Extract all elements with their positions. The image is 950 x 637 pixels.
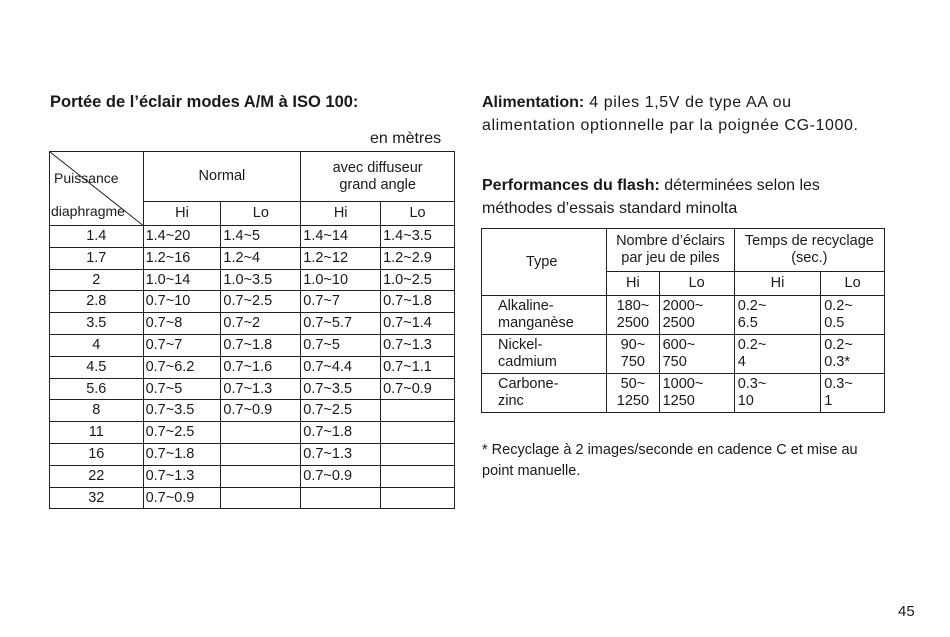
diffuser-lo-cell: 1.4~3.5 bbox=[381, 226, 455, 248]
normal-hi-cell: 1.2~16 bbox=[143, 247, 221, 269]
range-row bbox=[50, 465, 455, 487]
aperture-cell: 4.5 bbox=[50, 356, 144, 378]
aperture-cell: 3.5 bbox=[50, 313, 144, 335]
performance-row bbox=[482, 335, 885, 374]
normal-lo-header: Lo bbox=[221, 202, 301, 226]
recycling-footnote: * Recyclage à 2 images/seconde en cadence C et mise au point manuelle. bbox=[482, 442, 858, 480]
range-row bbox=[50, 487, 455, 509]
range-row bbox=[50, 400, 455, 422]
range-row bbox=[50, 269, 455, 291]
diffuser-hi-cell: 0.7~5 bbox=[301, 334, 381, 356]
diffuser-lo-header: Lo bbox=[381, 202, 455, 226]
flashes-hi-cell: 180~ 2500 bbox=[607, 296, 659, 335]
diffuser-hi-cell: 0.7~1.3 bbox=[301, 443, 381, 465]
normal-hi-cell: 0.7~1.8 bbox=[143, 443, 221, 465]
normal-hi-cell: 0.7~8 bbox=[143, 313, 221, 335]
range-row bbox=[50, 356, 455, 378]
type-header: Type bbox=[482, 229, 607, 296]
flashes-hi-cell: 50~ 1250 bbox=[607, 374, 659, 413]
recycle-hi-cell: 0.2~ 6.5 bbox=[734, 296, 821, 335]
aperture-cell: 1.4 bbox=[50, 226, 144, 248]
flashes-hi-cell: 90~ 750 bbox=[607, 335, 659, 374]
recycle-lo-cell: 0.3~ 1 bbox=[821, 374, 885, 413]
normal-hi-cell: 0.7~1.3 bbox=[143, 465, 221, 487]
normal-lo-cell: 1.2~4 bbox=[221, 247, 301, 269]
performance-text: déterminées selon les méthodes d’essais standard minolta bbox=[482, 177, 820, 218]
recycle-hi-header: Hi bbox=[734, 272, 821, 296]
flashes-lo-header: Lo bbox=[659, 272, 734, 296]
recycle-hi-cell: 0.3~ 10 bbox=[734, 374, 821, 413]
recycle-lo-cell: 0.2~ 0.3* bbox=[821, 335, 885, 374]
diffuser-hi-cell: 0.7~0.9 bbox=[301, 465, 381, 487]
power-supply-label: Alimentation: bbox=[482, 94, 585, 111]
diffuser-hi-cell: 0.7~3.5 bbox=[301, 378, 381, 400]
flashes-lo-cell: 600~ 750 bbox=[659, 335, 734, 374]
range-row bbox=[50, 422, 455, 444]
power-supply-paragraph bbox=[482, 91, 888, 137]
normal-hi-cell: 0.7~5 bbox=[143, 378, 221, 400]
normal-hi-cell: 0.7~7 bbox=[143, 334, 221, 356]
aperture-cell: 2.8 bbox=[50, 291, 144, 313]
aperture-cell: 32 bbox=[50, 487, 144, 509]
range-row bbox=[50, 378, 455, 400]
performance-row bbox=[482, 296, 885, 335]
flashes-lo-cell: 1000~ 1250 bbox=[659, 374, 734, 413]
recycle-lo-cell: 0.2~ 0.5 bbox=[821, 296, 885, 335]
normal-lo-cell: 0.7~1.6 bbox=[221, 356, 301, 378]
diffuser-hi-cell: 0.7~4.4 bbox=[301, 356, 381, 378]
diffuser-hi-cell: 1.0~10 bbox=[301, 269, 381, 291]
normal-hi-cell: 0.7~2.5 bbox=[143, 422, 221, 444]
range-row bbox=[50, 226, 455, 248]
aperture-cell: 4 bbox=[50, 334, 144, 356]
range-row bbox=[50, 291, 455, 313]
flash-range-table bbox=[49, 151, 455, 509]
performance-paragraph bbox=[482, 174, 888, 220]
diffuser-lo-cell bbox=[381, 465, 455, 487]
normal-hi-cell: 0.7~6.2 bbox=[143, 356, 221, 378]
diffuser-hi-cell: 0.7~1.8 bbox=[301, 422, 381, 444]
range-table-body bbox=[50, 226, 455, 509]
aperture-cell: 1.7 bbox=[50, 247, 144, 269]
diffuser-hi-header: Hi bbox=[301, 202, 381, 226]
diffuser-hi-cell bbox=[301, 487, 381, 509]
diffuser-lo-cell bbox=[381, 400, 455, 422]
normal-lo-cell: 0.7~0.9 bbox=[221, 400, 301, 422]
diffuser-lo-cell: 0.7~1.1 bbox=[381, 356, 455, 378]
aperture-cell: 11 bbox=[50, 422, 144, 444]
recycle-lo-header: Lo bbox=[821, 272, 885, 296]
aperture-cell: 22 bbox=[50, 465, 144, 487]
performance-table-body bbox=[482, 296, 885, 413]
diffuser-hi-cell: 0.7~2.5 bbox=[301, 400, 381, 422]
normal-lo-cell: 0.7~2.5 bbox=[221, 291, 301, 313]
power-axis-label: Puissance bbox=[54, 170, 119, 186]
normal-lo-cell bbox=[221, 487, 301, 509]
normal-hi-cell: 0.7~0.9 bbox=[143, 487, 221, 509]
normal-hi-cell: 1.4~20 bbox=[143, 226, 221, 248]
diffuser-lo-cell: 0.7~0.9 bbox=[381, 378, 455, 400]
aperture-cell: 2 bbox=[50, 269, 144, 291]
flashes-hi-header: Hi bbox=[607, 272, 659, 296]
recycle-header: Temps de recyclage (sec.) bbox=[734, 229, 884, 272]
battery-type-cell: Alkaline- manganèse bbox=[482, 296, 607, 335]
aperture-axis-label: diaphragme bbox=[51, 203, 125, 219]
normal-hi-cell: 0.7~3.5 bbox=[143, 400, 221, 422]
range-row bbox=[50, 334, 455, 356]
normal-hi-cell: 1.0~14 bbox=[143, 269, 221, 291]
normal-lo-cell: 0.7~2 bbox=[221, 313, 301, 335]
diffuser-lo-cell: 0.7~1.8 bbox=[381, 291, 455, 313]
normal-hi-cell: 0.7~10 bbox=[143, 291, 221, 313]
diffuser-hi-cell: 0.7~5.7 bbox=[301, 313, 381, 335]
performance-row bbox=[482, 374, 885, 413]
aperture-cell: 5.6 bbox=[50, 378, 144, 400]
flashes-lo-cell: 2000~ 2500 bbox=[659, 296, 734, 335]
normal-hi-header: Hi bbox=[143, 202, 221, 226]
normal-lo-cell: 0.7~1.3 bbox=[221, 378, 301, 400]
range-row bbox=[50, 313, 455, 335]
diffuser-lo-cell: 0.7~1.4 bbox=[381, 313, 455, 335]
diffuser-hi-cell: 1.2~12 bbox=[301, 247, 381, 269]
power-supply-text: 4 piles 1,5V de type AA ou alimentation optionnelle par la poignée CG-1000. bbox=[482, 94, 859, 135]
unit-label: en mètres bbox=[370, 130, 442, 147]
normal-lo-cell: 1.0~3.5 bbox=[221, 269, 301, 291]
normal-group-header: Normal bbox=[143, 152, 301, 202]
range-row bbox=[50, 247, 455, 269]
corner-header-cell bbox=[50, 152, 144, 226]
normal-lo-cell bbox=[221, 422, 301, 444]
diffuser-lo-cell bbox=[381, 422, 455, 444]
battery-type-cell: Carbone- zinc bbox=[482, 374, 607, 413]
diffuser-lo-cell: 0.7~1.3 bbox=[381, 334, 455, 356]
diffuser-lo-cell: 1.2~2.9 bbox=[381, 247, 455, 269]
normal-lo-cell: 0.7~1.8 bbox=[221, 334, 301, 356]
diffuser-hi-cell: 0.7~7 bbox=[301, 291, 381, 313]
diffuser-lo-cell bbox=[381, 487, 455, 509]
performance-label: Performances du flash: bbox=[482, 177, 660, 194]
page-number: 45 bbox=[898, 603, 915, 620]
diffuser-hi-cell: 1.4~14 bbox=[301, 226, 381, 248]
diffuser-lo-cell: 1.0~2.5 bbox=[381, 269, 455, 291]
diffuser-lo-cell bbox=[381, 443, 455, 465]
battery-type-cell: Nickel- cadmium bbox=[482, 335, 607, 374]
recycle-hi-cell: 0.2~ 4 bbox=[734, 335, 821, 374]
aperture-cell: 8 bbox=[50, 400, 144, 422]
flashes-header: Nombre d’éclairs par jeu de piles bbox=[607, 229, 734, 272]
flash-performance-table bbox=[481, 228, 885, 413]
normal-lo-cell bbox=[221, 443, 301, 465]
aperture-cell: 16 bbox=[50, 443, 144, 465]
normal-lo-cell bbox=[221, 465, 301, 487]
normal-lo-cell: 1.4~5 bbox=[221, 226, 301, 248]
range-heading: Portée de l’éclair modes A/M à ISO 100: bbox=[50, 93, 359, 111]
range-row bbox=[50, 443, 455, 465]
diffuser-group-header: avec diffuseur grand angle bbox=[301, 152, 455, 202]
